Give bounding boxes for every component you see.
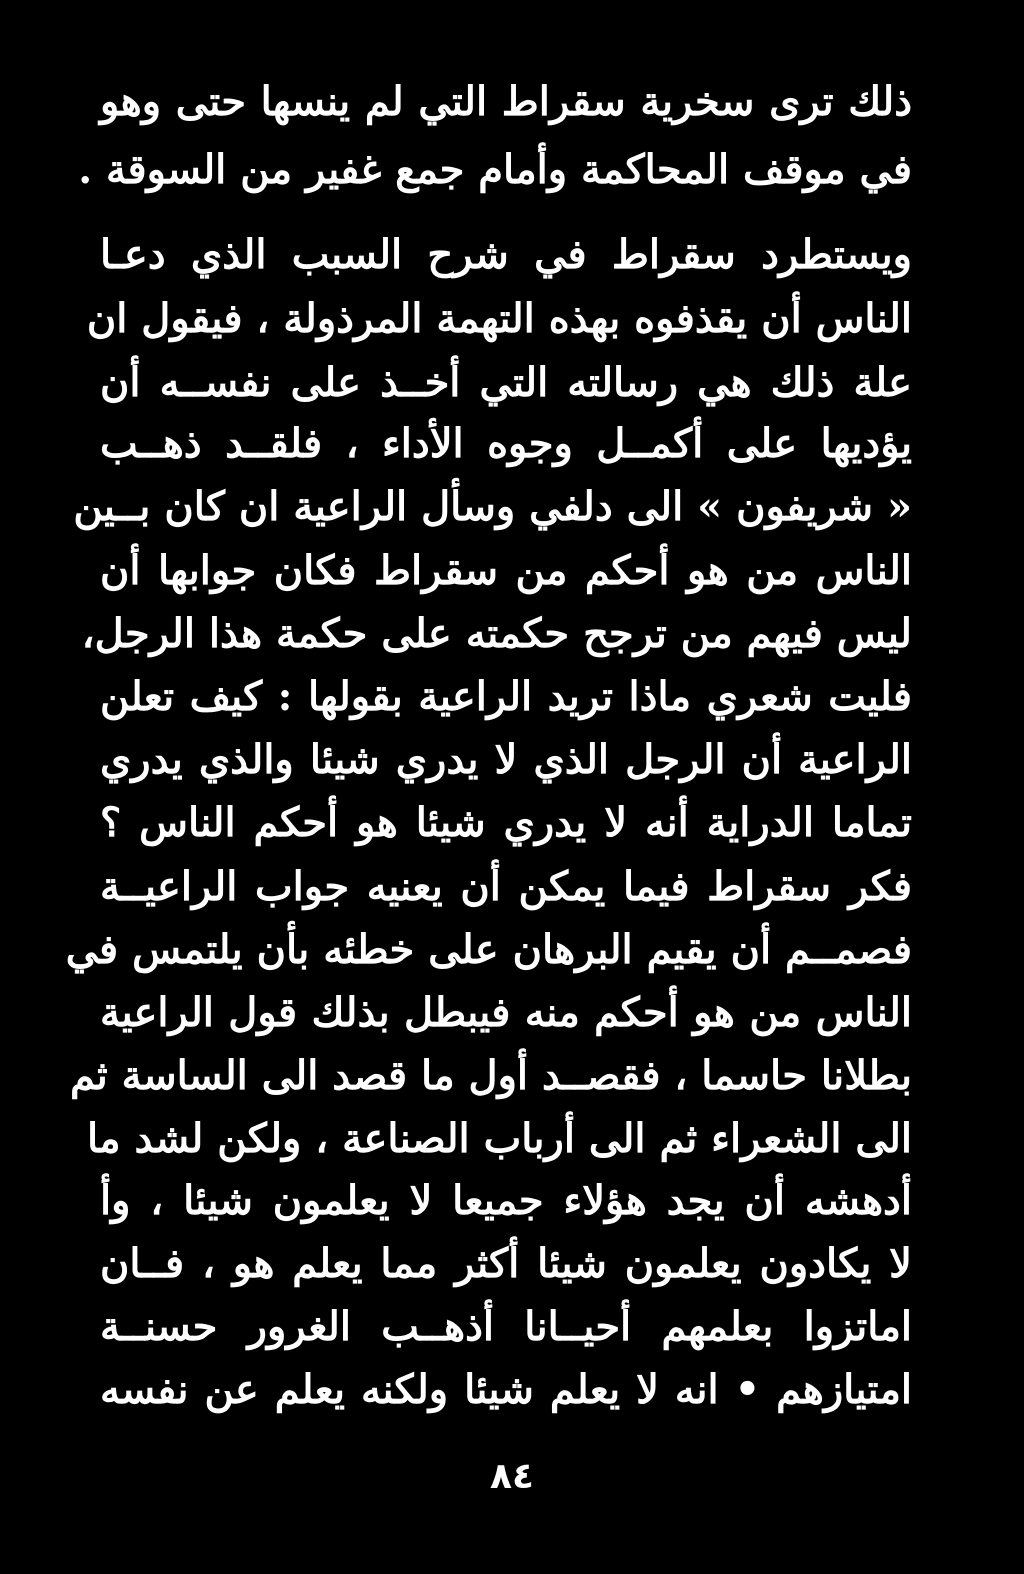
text-line: فصمــم أن يقيم البرهان على خطئه بأن يلتمس في [65, 926, 912, 973]
text-line: الناس أن يقذفوه بهذه التهمة المرذولة ، فيقول ان [86, 295, 912, 342]
text-line: فليت شعري ماذا تريد الراعية بقولها : كيف تعلن [100, 673, 912, 720]
text-line: الناس من هو أحكم من سقراط فكان جوابها أن [100, 547, 912, 594]
text-line: لا يكادون يعلمون شيئا أكثر مما يعلم هو ، فــان [100, 1240, 912, 1287]
text-line: علة ذلك هي رسالته التي أخــذ على نفســه أن [100, 359, 912, 406]
text-line: في موقف المحاكمة وأمام جمع غفير من السوقة . [78, 146, 912, 193]
text-line: ويستطرد سقراط في شرح السبب الذي دعـا [100, 231, 912, 278]
page-number: ٨٤ [490, 1456, 534, 1497]
text-line: أدهشه أن يجد هؤلاء جميعا لا يعلمون شيئا ، وأ [100, 1177, 912, 1224]
text-line: « شريفون » الى دلفي وسأل الراعية ان كان بــين [73, 483, 912, 530]
text-line: يؤديها على أكمــل وجوه الأداء ، فلقــد ذهــب [100, 420, 912, 467]
text-line: بطلانا حاسما ، فقصــد أول ما قصد الى الساسة ثم [69, 1052, 912, 1099]
text-line: الى الشعراء ثم الى أرباب الصناعة ، ولكن لشد ما [86, 1115, 912, 1162]
text-line: امتيازهم • انه لا يعلم شيئا ولكنه يعلم عن نفسه [100, 1366, 912, 1413]
text-line: اماتزوا بعلمهم أحيــانا أذهــب الغرور حسنــة [100, 1303, 912, 1350]
text-line: ليس فيهم من ترجح حكمته على حكمة هذا الرجل، [81, 610, 912, 657]
text-line: فكر سقراط فيما يمكن أن يعنيه جواب الراعيــة [100, 863, 912, 910]
text-line: ذلك ترى سخرية سقراط التي لم ينسها حتى وهو [100, 78, 912, 125]
text-line: الراعية أن الرجل الذي لا يدري شيئا والذي يدري [100, 736, 912, 783]
text-line: الناس من هو أحكم منه فيبطل بذلك قول الراعية [100, 989, 912, 1036]
text-line: تماما الدراية أنه لا يدري شيئا هو أحكم الناس ؟ [100, 799, 912, 846]
